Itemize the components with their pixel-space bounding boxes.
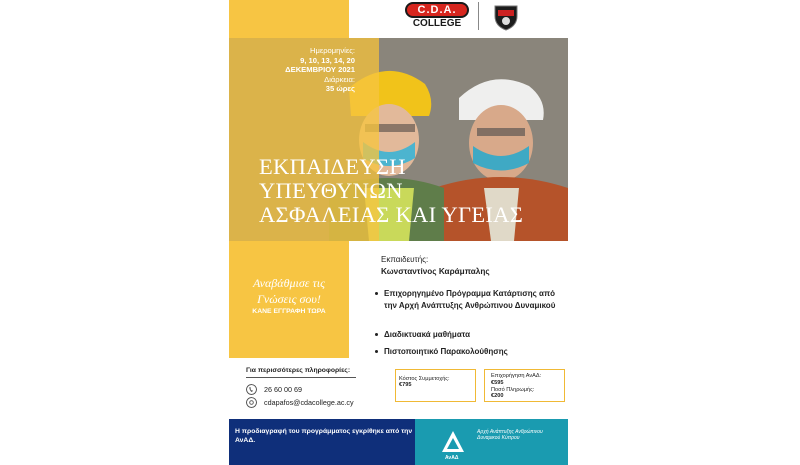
bullet-text: Πιστοποιητικό Παρακολούθησης xyxy=(384,347,508,356)
course-poster xyxy=(229,0,568,465)
cda-logo-subtitle: COLLEGE xyxy=(412,18,462,29)
contact-divider xyxy=(246,377,356,378)
cost-value: €795 xyxy=(399,382,412,388)
anad-abbr: ΑνΑΔ xyxy=(445,455,459,461)
subsidy-value: €595 xyxy=(491,379,504,386)
cda-logo-brand: C.D.A. xyxy=(405,2,469,18)
pricing-boxes xyxy=(395,369,565,402)
subsidy-label: Επιχορήγηση ΑνΑΔ: xyxy=(491,373,542,379)
crest-shield-icon xyxy=(491,2,521,32)
footer-anad-band xyxy=(415,419,568,465)
pay-value: €200 xyxy=(491,393,504,400)
title-line-2: ΥΠΕΥΘΥΝΩΝ xyxy=(259,178,403,203)
title-line-1: ΕΚΠΑΙΔΕΥΣΗ xyxy=(259,154,406,179)
footer-approval-band xyxy=(229,419,415,465)
anad-name: Αρχή Ανάπτυξης Ανθρώπινου Δυναμικού Κύπρου xyxy=(477,429,543,441)
bullet-text: Διαδικτυακά μαθήματα xyxy=(384,330,471,339)
bullet-dot-icon xyxy=(375,292,378,295)
register-now-cta[interactable]: ΚΑΝΕ ΕΓΓΡΑΦΗ ΤΩΡΑ xyxy=(252,308,326,315)
trainer-label: Εκπαιδευτής: xyxy=(381,255,429,264)
contact-heading: Για περισσότερες πληροφορίες: xyxy=(246,367,351,374)
trainer-name: Κωνσταντίνος Καράμπαλης xyxy=(381,267,490,276)
dates-days: 9, 10, 13, 14, 20 xyxy=(300,55,355,65)
dates-month: ΔΕΚΕΜΒΡΙΟΥ 2021 xyxy=(285,65,355,75)
duration-value: 35 ώρες xyxy=(325,84,355,94)
dates-label: Ημερομηνίες: xyxy=(309,46,355,55)
title-line-3: ΑΣΦΑΛΕΙΑΣ ΚΑΙ ΥΓΕΙΑΣ xyxy=(259,202,524,227)
promo-line-1: Αναβάθμισε τις xyxy=(253,276,325,290)
duration-label: Διάρκεια: xyxy=(324,74,355,84)
pay-label: Ποσό Πληρωμής: xyxy=(491,386,535,393)
contact-phone[interactable]: 26 60 00 69 xyxy=(264,385,302,394)
bullet-dot-icon xyxy=(375,333,378,336)
cost-label: Κόστος Συμμετοχής: xyxy=(399,376,450,382)
approval-note: Η προδιαγραφή του προγράμματος εγκρίθηκε από την ΑνΑΔ. xyxy=(235,428,413,444)
anad-triangle-logo-icon xyxy=(440,429,466,455)
course-title xyxy=(259,155,559,227)
phone-icon xyxy=(246,384,257,395)
subsidy-box xyxy=(484,369,565,402)
promo-line-2: Γνώσεις σου! xyxy=(257,292,321,306)
contact-email[interactable]: cdapafos@cdacollege.ac.cy xyxy=(264,398,354,407)
bullet-text: Επιχορηγημένο Πρόγραμμα Κατάρτισης από την Αρχή Ανάπτυξης Ανθρώπινου Δυναμικού xyxy=(384,289,556,310)
logo-divider xyxy=(478,2,479,30)
bullet-dot-icon xyxy=(375,350,378,353)
cda-college-logo xyxy=(403,2,471,32)
at-sign-icon xyxy=(246,397,257,408)
cost-box xyxy=(395,369,476,402)
dates-block xyxy=(269,46,355,94)
